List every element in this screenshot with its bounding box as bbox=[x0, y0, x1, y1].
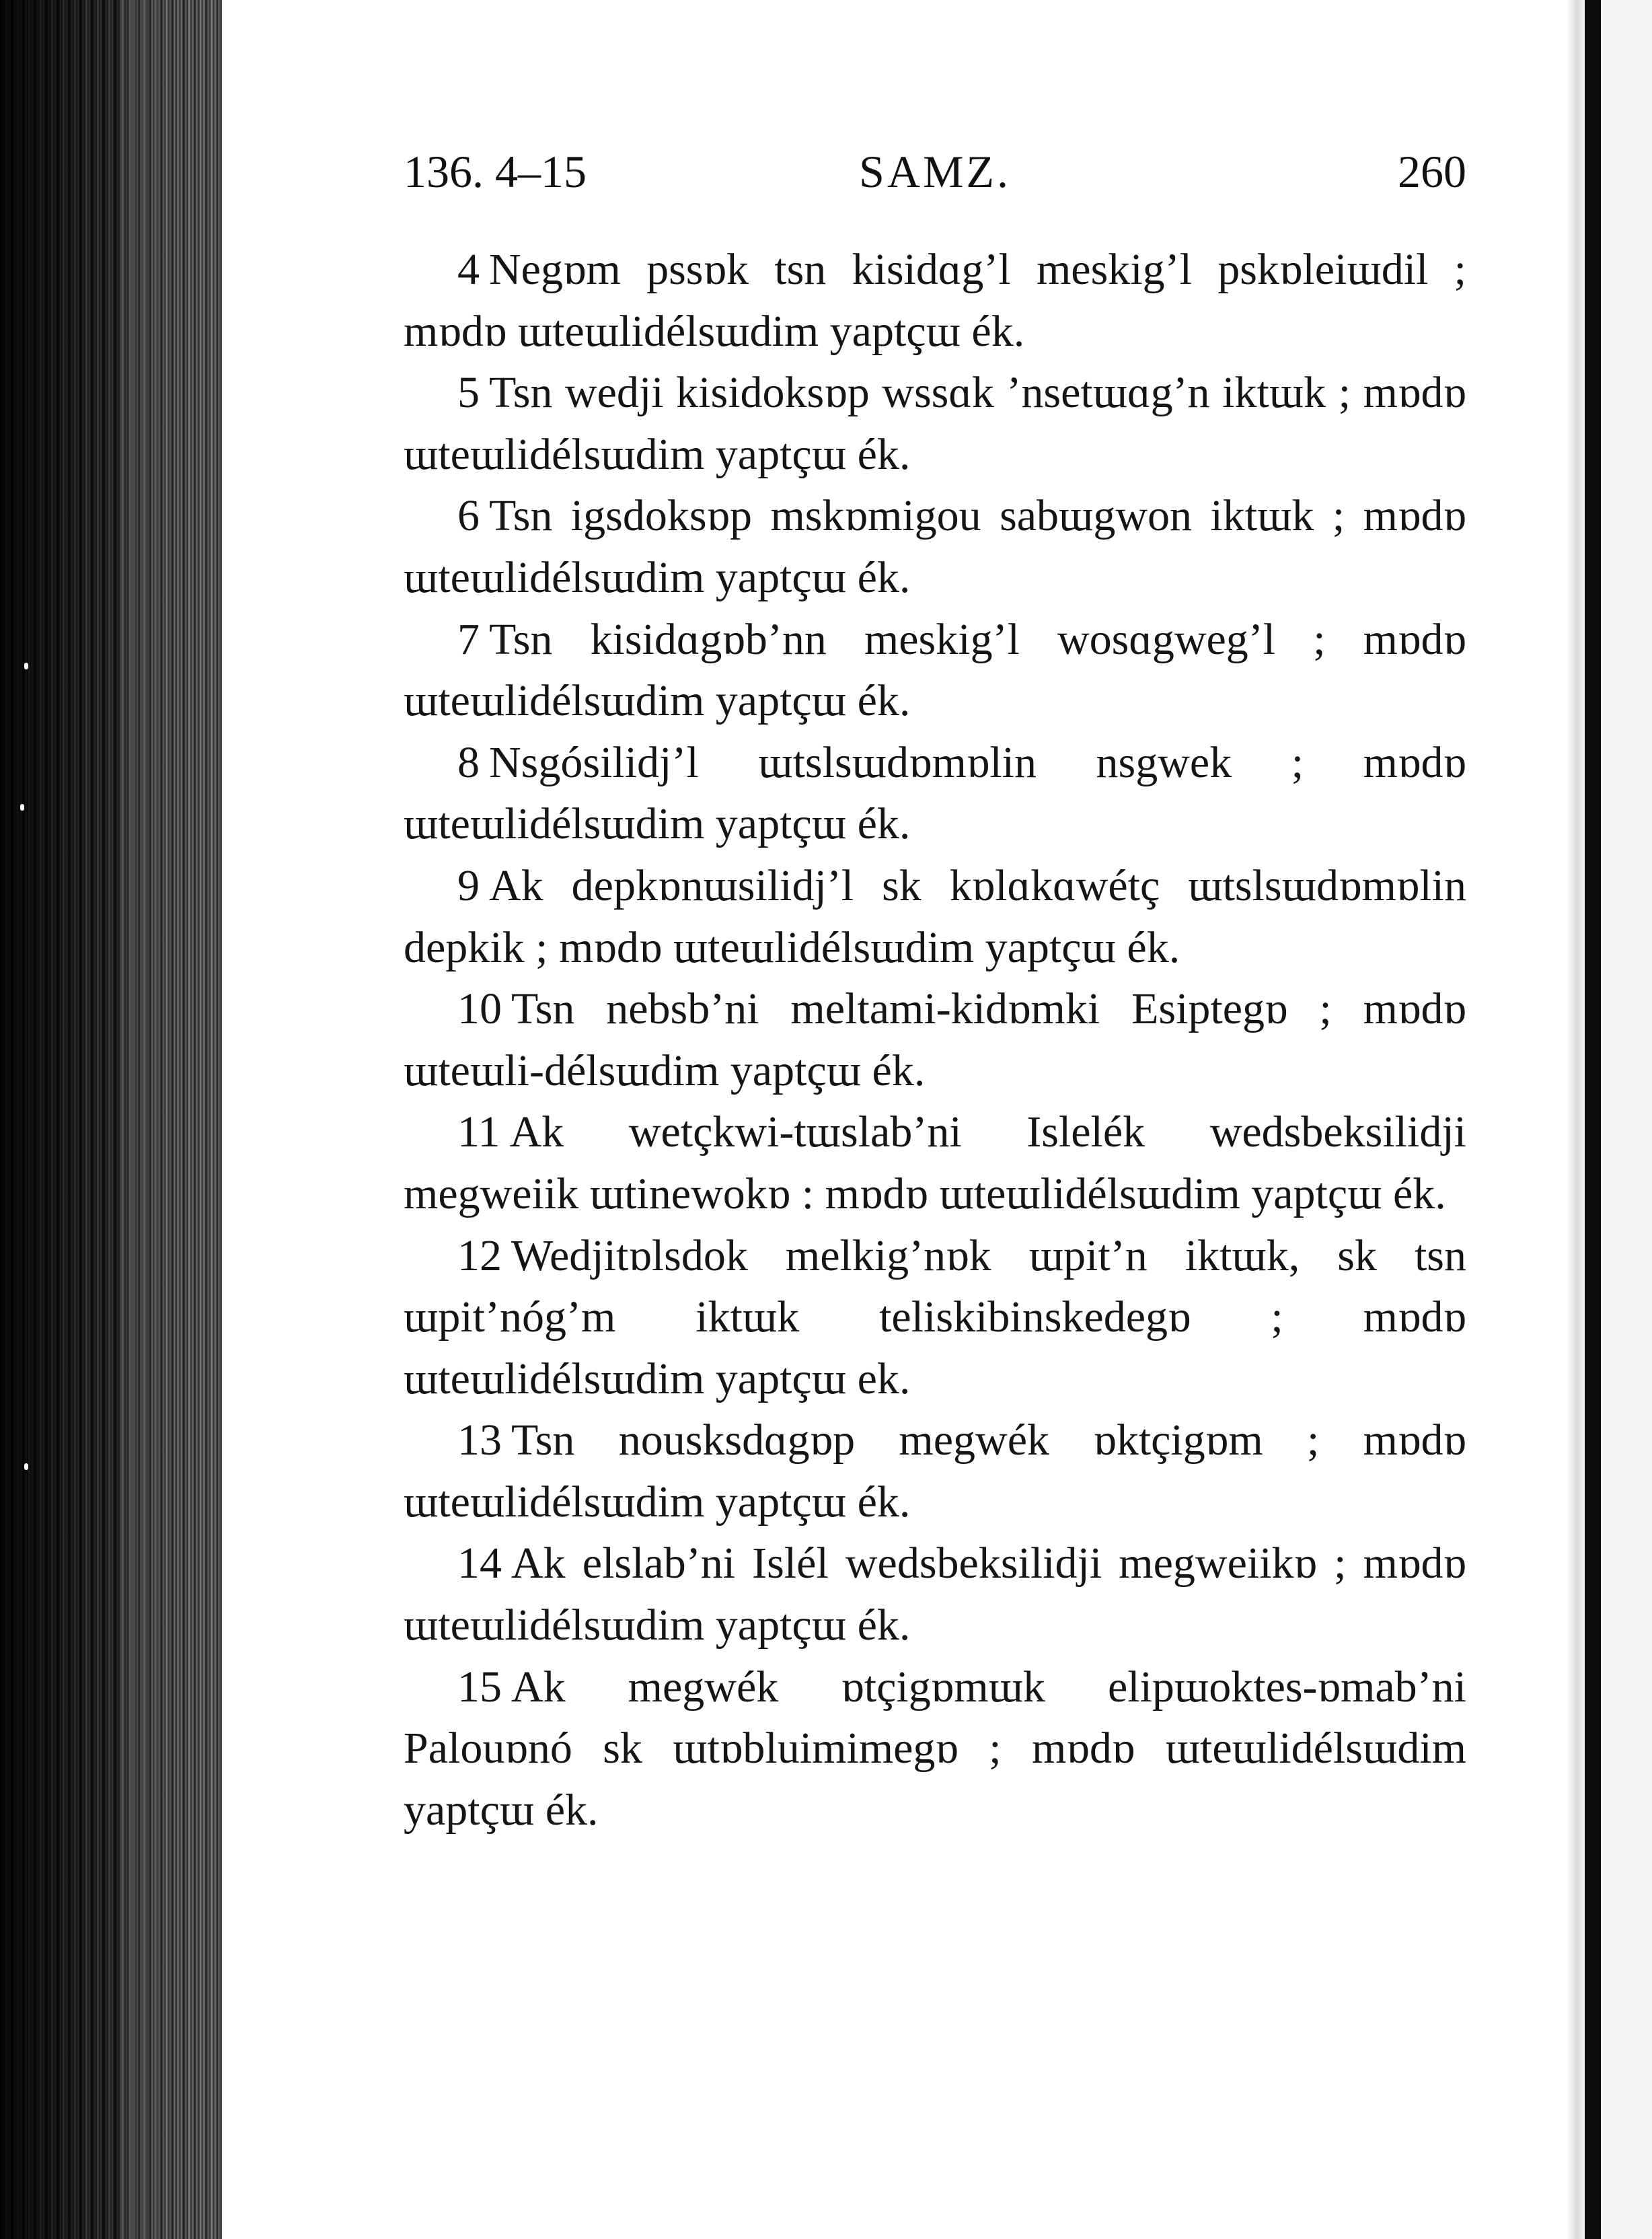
verse-10 bbox=[404, 978, 1466, 1101]
verse-text: Nsgósilidj’l ɯtslsɯdɒmɒlin nsgwek ; mɒdɒ ɯteɯlidélsɯdim yaptçɯ ék. bbox=[404, 737, 1466, 849]
verse-5 bbox=[404, 362, 1466, 485]
verse-text: Tsn kisidɑgɒb’nn meskig’l wosɑgweg’l ; mɒdɒ ɯteɯlidélsɯdim yaptçɯ ék. bbox=[404, 614, 1466, 726]
scan-speck bbox=[20, 804, 24, 811]
verse-15 bbox=[404, 1656, 1466, 1841]
verse-6 bbox=[404, 485, 1466, 608]
verse-number: 12 bbox=[457, 1231, 502, 1280]
verse-text: Ak megwék ɒtçigɒmɯk elipɯoktes-ɒmab’ni Palouɒnó sk ɯtɒbluimimegɒ ; mɒdɒ ɯteɯlidélsɯdim yaptçɯ ék. bbox=[404, 1662, 1466, 1835]
scan-speck bbox=[24, 663, 28, 669]
verse-text: Negɒm pssɒk tsn kisidɑg’l meskig’l pskɒleiɯdil ; mɒdɒ ɯteɯlidélsɯdim yaptçɯ ék. bbox=[404, 245, 1466, 356]
scan-border-right bbox=[1585, 0, 1601, 2239]
verse-list bbox=[404, 239, 1466, 1841]
verse-text: Tsn nousksdɑgɒp megwék ɒktçigɒm ; mɒdɒ ɯteɯlidélsɯdim yaptçɯ ék. bbox=[404, 1416, 1466, 1527]
verse-11 bbox=[404, 1101, 1466, 1224]
verse-number: 5 bbox=[457, 368, 480, 418]
verse-number: 11 bbox=[457, 1107, 500, 1157]
verse-number: 7 bbox=[457, 614, 480, 664]
chapter-verse-range: 136. 4–15 bbox=[404, 146, 587, 197]
verse-number: 13 bbox=[457, 1416, 502, 1465]
verse-4 bbox=[404, 239, 1466, 362]
verse-text: Ak elslab’ni Islél wedsbeksilidji megweiikɒ ; mɒdɒ ɯteɯlidélsɯdim yaptçɯ ék. bbox=[404, 1539, 1466, 1650]
verse-7 bbox=[404, 609, 1466, 732]
scan-speck bbox=[24, 1463, 28, 1470]
verse-text: Tsn wedji kisidoksɒp wssɑk ’nsetɯɑg’n iktɯk ; mɒdɒ ɯteɯlidélsɯdim yaptçɯ ék. bbox=[404, 368, 1466, 479]
verse-text: Tsn nebsb’ni meltami-kidɒmki Esiptegɒ ; mɒdɒ ɯteɯli-délsɯdim yaptçɯ ék. bbox=[404, 984, 1466, 1095]
verse-number: 15 bbox=[457, 1662, 502, 1712]
verse-text: Ak wetçkwi-tɯslab’ni Islelék wedsbeksilidji megweiik ɯtinewokɒ : mɒdɒ ɯteɯlidélsɯdim yaptçɯ ék. bbox=[404, 1107, 1466, 1218]
verse-text: Wedjitɒlsdok melkig’nɒk ɯpit’n iktɯk, sk tsn ɯpit’nóg’m iktɯk teliskibinskedegɒ ; mɒdɒ ɯteɯlidélsɯdim yaptçɯ ek. bbox=[404, 1231, 1466, 1403]
verse-14 bbox=[404, 1533, 1466, 1656]
verse-9 bbox=[404, 855, 1466, 978]
book-edge-shadow bbox=[0, 0, 235, 2239]
verse-text: Tsn igsdoksɒp mskɒmigou sabɯgwon iktɯk ; mɒdɒ ɯteɯlidélsɯdim yaptçɯ ék. bbox=[404, 491, 1466, 602]
book-title: SAMZ. bbox=[859, 146, 1011, 197]
verse-12 bbox=[404, 1225, 1466, 1410]
running-header bbox=[404, 138, 1466, 205]
verse-number: 9 bbox=[457, 860, 480, 910]
verse-number: 14 bbox=[457, 1539, 502, 1588]
scan-margin-right bbox=[1601, 0, 1652, 2239]
verse-text: Ak depkɒnɯsilidj’l sk kɒlɑkɑwétç ɯtslsɯdɒmɒlin depkik ; mɒdɒ ɯteɯlidélsɯdim yaptçɯ ék. bbox=[404, 860, 1466, 972]
verse-8 bbox=[404, 732, 1466, 855]
page-number: 260 bbox=[1398, 146, 1466, 197]
verse-number: 10 bbox=[457, 984, 502, 1034]
verse-number: 4 bbox=[457, 245, 480, 294]
verse-number: 8 bbox=[457, 737, 480, 787]
verse-13 bbox=[404, 1409, 1466, 1533]
verse-number: 6 bbox=[457, 491, 480, 541]
